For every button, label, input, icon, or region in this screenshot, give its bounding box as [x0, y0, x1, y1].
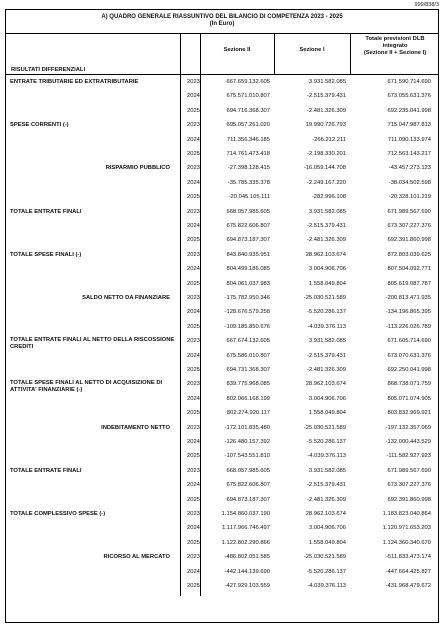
cell-sezione-ii: 711.356.346.185: [226, 136, 270, 143]
cell-sezione-ii: 1.154.860.037.190: [221, 511, 270, 517]
cell-totale: -447.664.425.827: [385, 568, 431, 575]
row-year: 2023: [187, 554, 200, 561]
row-year: 2025: [187, 410, 200, 417]
row-year: 2025: [187, 237, 200, 244]
table-row: [6, 307, 438, 317]
cell-sezione-i: -4.039.376.113: [307, 583, 346, 589]
cell-totale: 805.071.074.905: [387, 395, 431, 402]
cell-sezione-i: 3.004.906.706: [308, 266, 346, 273]
cell-sezione-ii: -427.929.103.559: [224, 583, 270, 589]
header-col-divider: [200, 33, 201, 74]
cell-sezione-i: -2.515.379.431: [306, 93, 346, 100]
cell-sezione-i: -4.039.376.113: [307, 323, 346, 330]
cell-sezione-i: 3.004.906.706: [308, 395, 346, 402]
row-label: RICORSO AL MERCATO: [103, 554, 170, 561]
table-row: [6, 163, 438, 173]
row-year: 2023: [187, 424, 200, 431]
row-year: 2024: [187, 136, 200, 143]
cell-sezione-ii: -109.185.850.676: [224, 323, 270, 330]
cell-totale: 711.090.133.974: [387, 136, 431, 143]
table-row: [6, 77, 438, 87]
table-row: [6, 509, 438, 519]
cell-sezione-ii: 802.066.168.199: [226, 395, 270, 402]
row-year: 2025: [187, 151, 200, 157]
table-row: [6, 567, 438, 577]
row-year: 2023: [187, 251, 200, 258]
year-column-divider-right: [200, 74, 201, 596]
cell-sezione-ii: 667.659.132.605: [226, 79, 270, 85]
header-sezione-ii: Sezione II: [223, 47, 251, 53]
cell-sezione-ii: 675.822.606.807: [226, 482, 270, 489]
cell-totale: 692.391.860.998: [387, 237, 431, 244]
cell-sezione-ii: 668.057.985.605: [226, 208, 270, 215]
cell-sezione-i: -2.515.379.431: [306, 223, 346, 229]
table-title-currency: (In Euro): [209, 21, 235, 27]
row-year: 2025: [187, 539, 200, 546]
table-row: [6, 581, 438, 591]
cell-totale: -38.034.502.598: [388, 179, 431, 186]
cell-totale: -134.196.865.395: [385, 309, 431, 316]
cell-totale: -111.582.927.923: [386, 453, 431, 460]
cell-totale: 807.504.092.771: [387, 266, 431, 273]
cell-totale: 692.250.041.998: [387, 367, 431, 373]
cell-totale: 868.738.071.759: [387, 381, 431, 388]
cell-totale: -511.833.473.174: [385, 554, 431, 561]
cell-sezione-ii: 804.061.037.983: [226, 280, 270, 287]
row-year: 2024: [187, 93, 200, 100]
cell-sezione-i: 28.962.103.674: [305, 251, 346, 258]
cell-sezione-i: 1.558.049.804: [308, 410, 346, 417]
header-bottom-divider: [6, 74, 438, 75]
row-year: 2024: [187, 525, 200, 532]
cell-sezione-i: 1.558.049.804: [308, 280, 346, 287]
table-row: [6, 149, 438, 159]
table-row: [6, 178, 438, 188]
cell-totale: 715.047.987.813: [387, 122, 431, 129]
cell-sezione-ii: -175.782.950.346: [224, 295, 270, 301]
cell-totale: 671.989.567.690: [387, 208, 431, 215]
cell-sezione-ii: -20.045.105.111: [228, 194, 270, 201]
cell-sezione-i: -2.515.379.431: [306, 482, 346, 489]
cell-sezione-i: -25.030.521.589: [303, 554, 346, 561]
table-row: [6, 264, 438, 274]
header-risultati-differenziali: RISULTATI DIFFERENZIALI: [11, 67, 86, 73]
cell-sezione-ii: -172.101.835.480: [224, 424, 270, 431]
cell-totale: 712.563.143.217: [387, 151, 431, 157]
row-label: TOTALE ENTRATE FINALI AL NETTO DELLA RISCOSSIONE CREDITI: [10, 337, 175, 351]
row-year: 2023: [187, 79, 200, 85]
cell-sezione-ii: -126.480.157.392: [224, 439, 270, 445]
cell-totale: -113.226.026.789: [385, 323, 431, 330]
cell-totale: 671.989.567.690: [387, 467, 431, 474]
header-totale-line1: Totale previsioni DLB: [365, 36, 425, 42]
header-totale: [352, 36, 438, 57]
row-year: 2025: [187, 323, 200, 330]
cell-sezione-i: -25.030.521.589: [303, 424, 346, 431]
year-column-divider-left: [180, 74, 181, 596]
cell-sezione-ii: 714.761.473.418: [226, 151, 270, 157]
table-row: [6, 523, 438, 533]
cell-totale: 673.070.631.376: [387, 352, 431, 359]
row-year: 2024: [187, 568, 200, 575]
cell-sezione-i: -282.996.108: [311, 194, 346, 201]
cell-sezione-i: -25.030.521.589: [303, 295, 346, 301]
cell-sezione-i: 3.931.582.085: [308, 467, 346, 474]
table-row: [6, 235, 438, 245]
cell-totale: -43.457.273.123: [388, 165, 431, 172]
cell-totale: -200.813.471.935: [385, 295, 431, 301]
row-year: 2025: [187, 280, 200, 287]
row-year: 2025: [187, 367, 200, 373]
row-year: 2023: [187, 295, 200, 301]
cell-sezione-ii: 694.716.368.307: [226, 107, 270, 114]
row-year: 2024: [187, 439, 200, 445]
cell-totale: 673.055.631.376: [387, 93, 431, 100]
table-row: [6, 538, 438, 548]
cell-sezione-i: -4.039.376.113: [307, 453, 346, 460]
cell-sezione-ii: 695.057.261.020: [226, 122, 270, 129]
row-label: SPESE CORRENTI (-): [10, 122, 69, 129]
cell-sezione-i: 3.004.906.706: [308, 525, 346, 532]
table-row: [6, 480, 438, 490]
table-row: [6, 394, 438, 404]
cell-sezione-ii: -107.543.551.810: [224, 453, 270, 460]
cell-sezione-ii: -486.802.051.585: [224, 554, 270, 561]
row-year: 2024: [187, 352, 200, 359]
table-title: [6, 14, 438, 28]
cell-sezione-i: -2.481.326.309: [306, 107, 346, 114]
cell-sezione-i: 1.558.049.804: [308, 539, 346, 546]
table-row: [6, 91, 438, 101]
cell-totale: 872.803.039.625: [387, 251, 431, 258]
cell-sezione-ii: 1.122.802.290.866: [221, 539, 270, 546]
cell-sezione-i: -2.481.326.309: [306, 367, 346, 373]
table-row: [6, 207, 438, 217]
table-row: [6, 552, 438, 562]
table-row: [6, 192, 438, 202]
cell-sezione-i: -5.520.286.137: [306, 439, 346, 445]
header-totale-line2: integrato: [382, 43, 408, 49]
row-year: 2025: [187, 583, 200, 589]
cell-sezione-ii: 675.822.606.807: [226, 223, 270, 229]
cell-totale: 671.590.714.690: [387, 79, 431, 85]
cell-sezione-ii: 1.117.966.746.497: [222, 525, 270, 532]
table-row: [6, 365, 438, 375]
cell-sezione-ii: 804.499.186.085: [226, 266, 270, 273]
cell-totale: 803.832.969.921: [387, 410, 431, 417]
cell-totale: 1.120.971.653.203: [382, 525, 431, 532]
cell-sezione-ii: -128.676.579.258: [224, 309, 270, 316]
table-title-line1: A) QUADRO GENERALE RIASSUNTIVO DEL BILANCIO DI COMPETENZA 2023 - 2025: [101, 14, 343, 20]
row-year: 2023: [187, 511, 200, 517]
row-label: TOTALE SPESE FINALI (-): [10, 251, 82, 258]
cell-totale: 805.619.087.787: [387, 280, 431, 287]
cell-sezione-ii: 675.586.010.807: [226, 352, 270, 359]
cell-sezione-i: -2.515.379.431: [306, 352, 346, 359]
cell-sezione-ii: 667.674.132.605: [226, 338, 270, 345]
cell-totale: -431.968.479.672: [385, 583, 431, 589]
header-col-divider: [274, 33, 275, 74]
cell-sezione-i: 3.931.582.085: [308, 79, 346, 85]
table-row: [6, 279, 438, 289]
row-label: TOTALE SPESE FINALI AL NETTO DI ACQUISIZIONE DI ATTIVITA' FINANZIARIE (-): [10, 380, 163, 394]
row-year: 2023: [187, 165, 200, 172]
budget-table-frame: [5, 9, 439, 623]
cell-sezione-ii: 675.571.010.807: [226, 93, 270, 100]
cell-sezione-i: -2.249.167.220: [306, 179, 346, 186]
header-col-divider: [180, 33, 181, 74]
table-row: [6, 466, 438, 476]
cell-sezione-ii: 694.873.187.307: [226, 496, 270, 503]
cell-totale: -20.328.101.219: [388, 194, 431, 201]
document-code: 999/838/3: [414, 2, 439, 8]
row-year: 2023: [187, 338, 200, 345]
header-totale-line3: (Sezione II + Sezione I): [363, 50, 427, 56]
table-row: [6, 250, 438, 260]
cell-totale: 1.183.823.040.864: [382, 511, 431, 517]
cell-sezione-ii: 694.873.187.307: [226, 237, 270, 244]
table-row: [6, 451, 438, 461]
table-row: [6, 293, 438, 303]
cell-totale: 673.307.227.376: [387, 223, 431, 229]
table-row: [6, 106, 438, 116]
row-label: INDEBITAMENTO NETTO: [101, 424, 170, 431]
table-row: [6, 379, 438, 394]
cell-sezione-i: -16.059.144.708: [303, 165, 346, 172]
row-label: TOTALE COMPLESSIVO SPESE (-): [10, 511, 106, 517]
cell-sezione-i: -266.212.211: [312, 136, 346, 143]
row-label: TOTALE ENTRATE FINALI: [10, 208, 82, 215]
table-row: [6, 437, 438, 447]
row-label: TOTALE ENTRATE FINALI: [10, 467, 82, 474]
row-year: 2025: [187, 496, 200, 503]
row-year: 2024: [187, 309, 200, 316]
cell-sezione-i: -2.481.326.309: [306, 237, 346, 244]
cell-sezione-i: -5.520.286.137: [306, 568, 346, 575]
cell-sezione-ii: 843.840.935.951: [226, 251, 270, 258]
header-col-divider: [350, 33, 351, 74]
row-year: 2025: [187, 194, 200, 201]
table-row: [6, 336, 438, 351]
cell-sezione-ii: -442.144.139.690: [224, 568, 270, 575]
row-year: 2025: [187, 453, 200, 460]
cell-sezione-i: -2.198.330.201: [306, 151, 346, 157]
cell-sezione-ii: -27.398.128.415: [227, 165, 270, 172]
cell-totale: 692.235.041.998: [387, 107, 431, 114]
row-year: 2023: [187, 381, 200, 388]
cell-sezione-i: 3.931.582.085: [308, 208, 346, 215]
row-year: 2024: [187, 179, 200, 186]
table-row: [6, 135, 438, 145]
row-year: 2024: [187, 223, 200, 229]
cell-sezione-i: 3.931.582.085: [308, 338, 346, 345]
table-row: [6, 120, 438, 130]
cell-sezione-ii: 668.057.985.605: [226, 467, 270, 474]
cell-sezione-ii: -35.785.335.378: [227, 179, 270, 186]
cell-sezione-i: -2.481.326.309: [306, 496, 346, 503]
cell-totale: 692.391.860.998: [387, 496, 431, 503]
cell-totale: 1.124.360.340.670: [382, 539, 431, 546]
row-year: 2023: [187, 467, 200, 474]
row-year: 2024: [187, 395, 200, 402]
header-sezione-i: Sezione I: [299, 47, 325, 53]
table-row: [6, 322, 438, 332]
cell-sezione-ii: 694.731.368.307: [226, 367, 270, 373]
table-row: [6, 221, 438, 231]
cell-sezione-ii: 802.274.920.117: [226, 410, 270, 417]
table-row: [6, 495, 438, 505]
row-year: 2023: [187, 122, 200, 129]
row-label: SALDO NETTO DA FINANZIARE: [82, 295, 170, 301]
cell-totale: 671.605.714.690: [387, 338, 431, 345]
table-row: [6, 351, 438, 361]
cell-sezione-i: 28.962.103.674: [305, 511, 346, 517]
table-row: [6, 408, 438, 418]
row-label: ENTRATE TRIBUTARIE ED EXTRATRIBUTARIE: [10, 79, 139, 85]
header-top-divider: [6, 33, 438, 34]
cell-totale: -197.132.357.069: [385, 424, 431, 431]
cell-totale: 673.307.227.376: [387, 482, 431, 489]
row-year: 2023: [187, 208, 200, 215]
cell-sezione-i: 28.962.103.674: [305, 381, 346, 388]
row-year: 2024: [187, 266, 200, 273]
table-row: [6, 423, 438, 433]
row-year: 2025: [187, 107, 200, 114]
cell-totale: -132.000.443.529: [385, 439, 431, 445]
cell-sezione-i: -5.520.286.137: [306, 309, 346, 316]
cell-sezione-ii: 839.775.968.085: [226, 381, 270, 388]
row-label: RISPARMIO PUBBLICO: [105, 165, 170, 172]
row-year: 2024: [187, 482, 200, 489]
cell-sezione-i: 19.990.726.793: [305, 122, 346, 129]
